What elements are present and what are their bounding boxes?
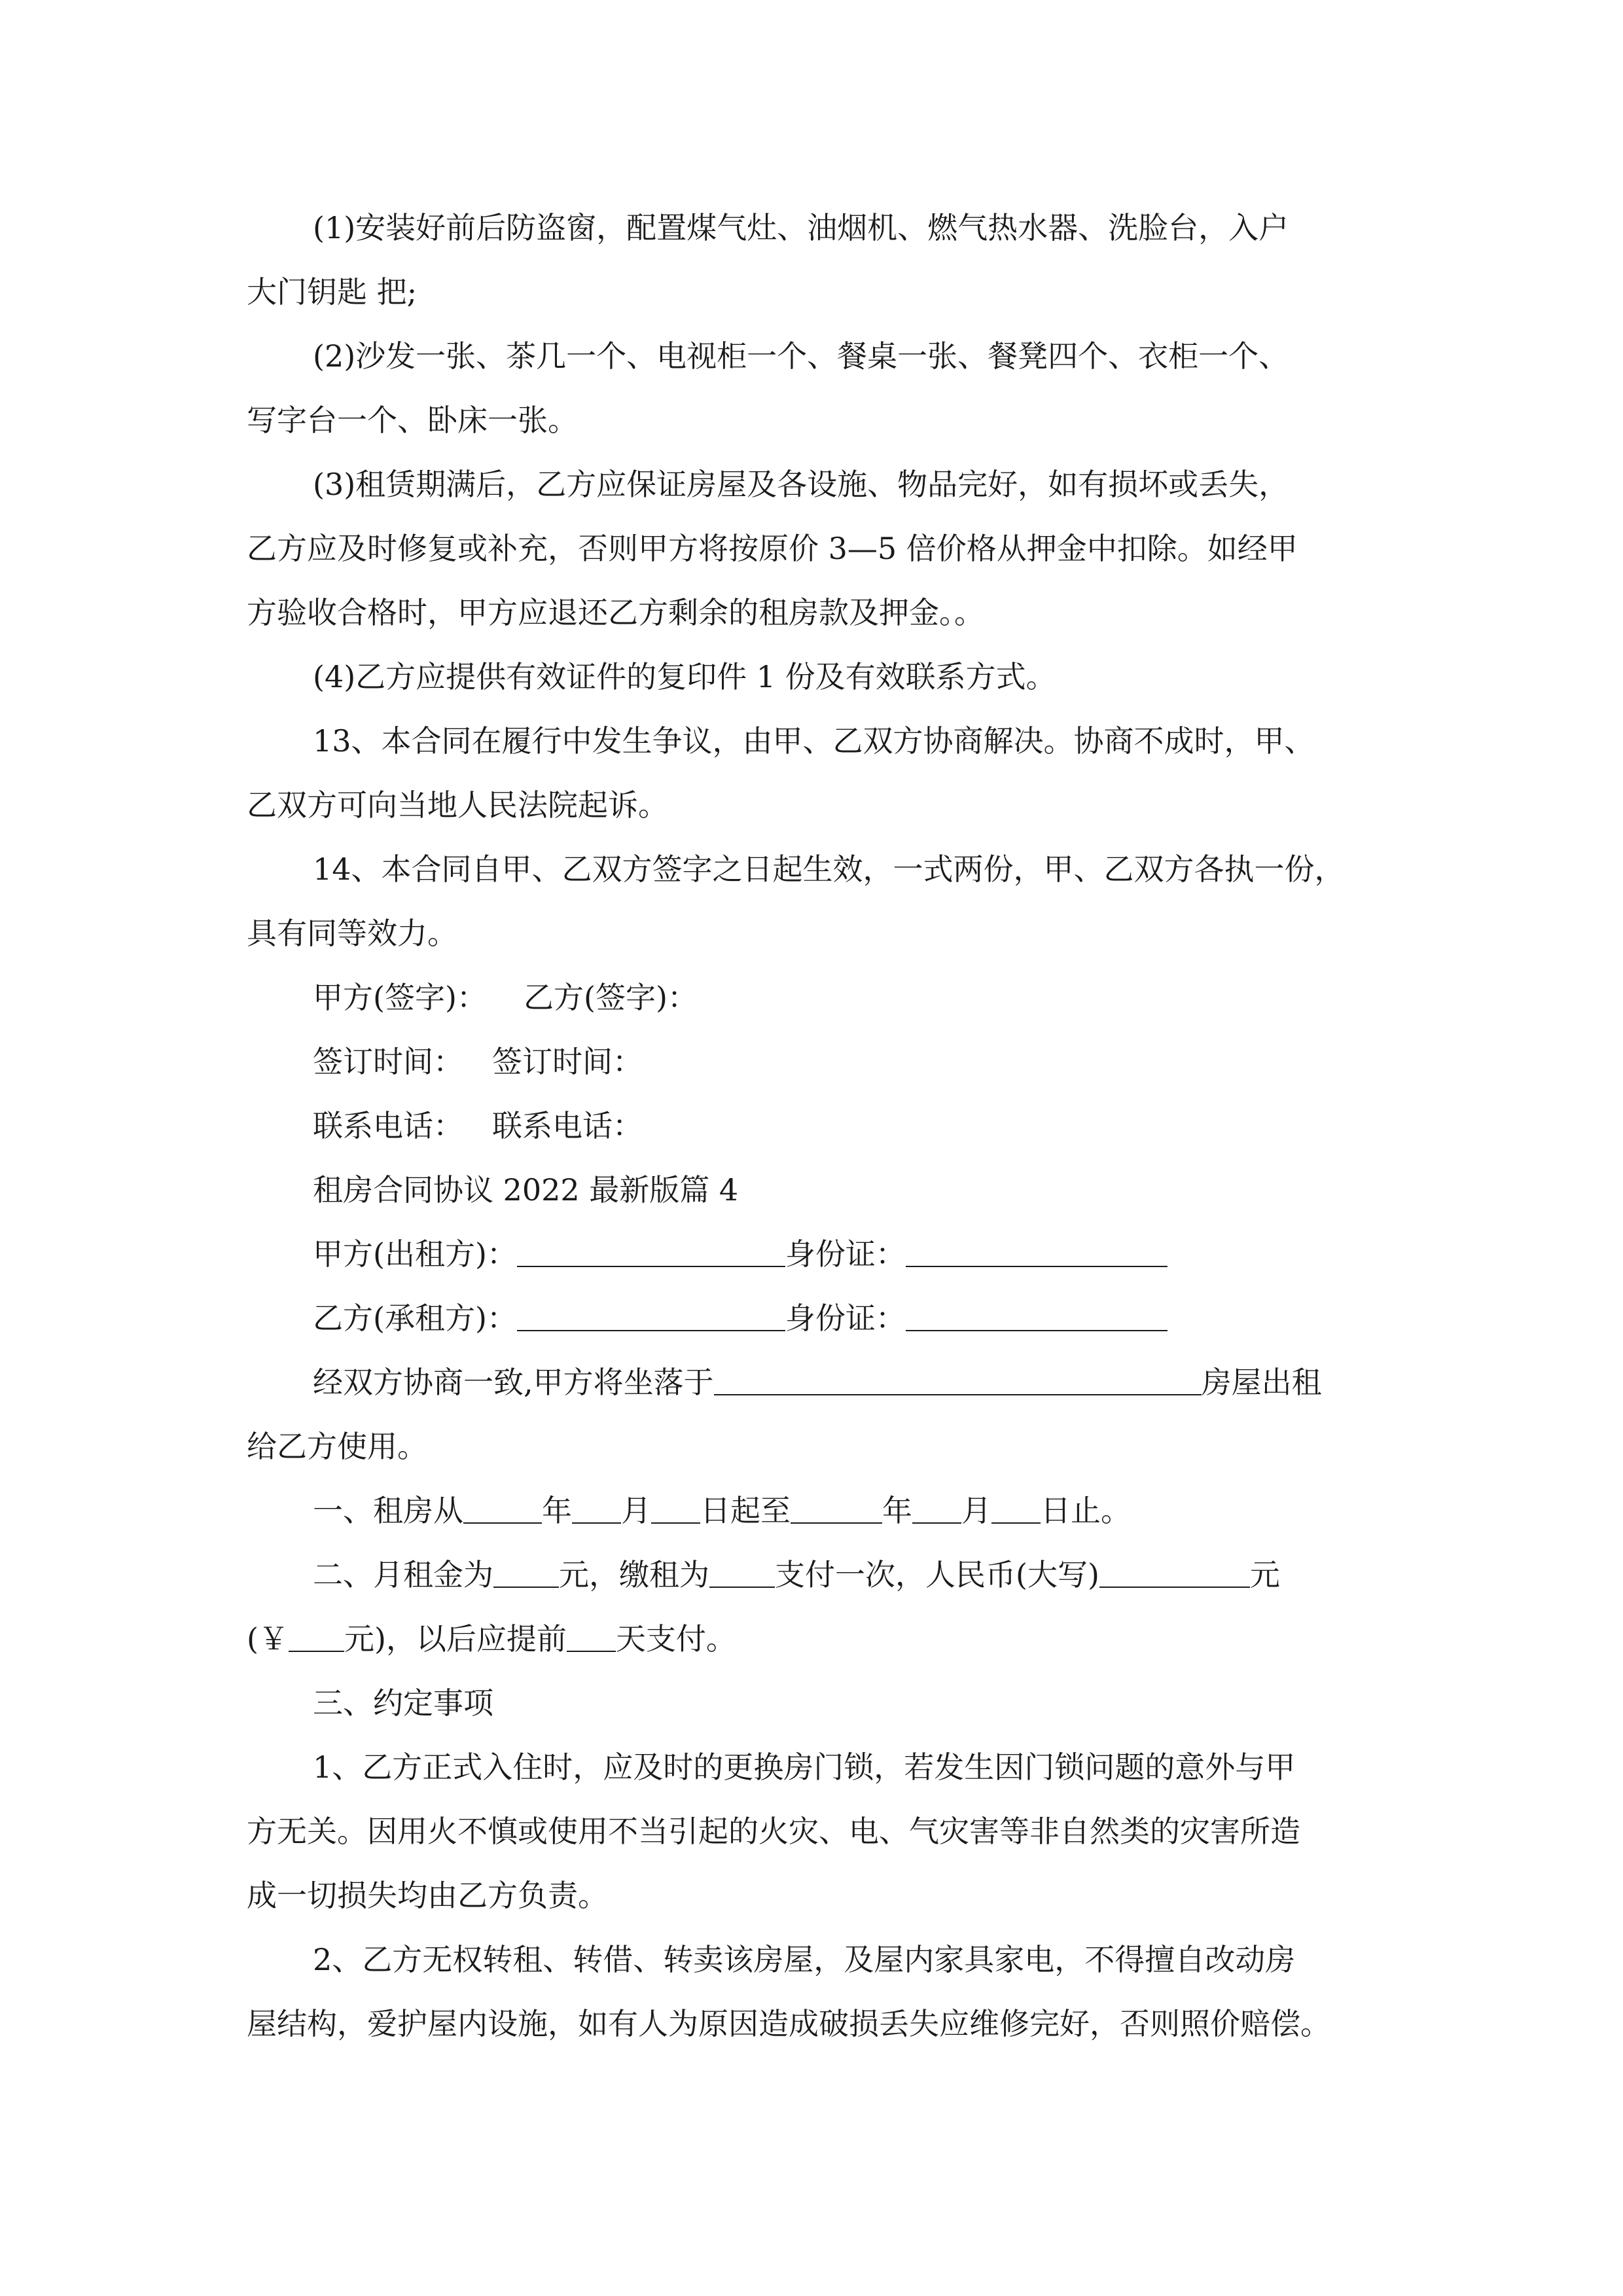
rent-amount-open: (￥ bbox=[247, 1621, 289, 1657]
term-year-label-2: 年 bbox=[882, 1493, 912, 1528]
clause-1-line-1: (1)安装好前后防盗窗，配置煤气灶、油烟机、燃气热水器、洗脸台，入户 bbox=[313, 210, 1289, 245]
rent-line-1 bbox=[313, 1557, 1280, 1592]
term-year-label: 年 bbox=[542, 1493, 572, 1528]
clause-3-line-3: 方验收合格时，甲方应退还乙方剩余的租房款及押金。。 bbox=[247, 595, 984, 630]
clause-2-line-2: 写字台一个、卧床一张。 bbox=[247, 403, 578, 438]
rent-line-2 bbox=[247, 1621, 736, 1657]
clause-3-line-2: 乙方应及时修复或补充，否则甲方将按原价 3—5 倍价格从押金中扣除。如经甲 bbox=[247, 531, 1298, 566]
lessee-id-blank bbox=[906, 1304, 1168, 1331]
lessee-line bbox=[313, 1300, 1168, 1336]
advance-days-blank bbox=[567, 1624, 616, 1652]
term-prefix: 一、租房从 bbox=[313, 1493, 463, 1528]
agreement-intro-end: 房屋出租 bbox=[1201, 1365, 1322, 1400]
phone-b: 联系电话： bbox=[492, 1108, 643, 1143]
agreement-intro: 经双方协商一致,甲方将坐落于 bbox=[313, 1365, 714, 1400]
monthly-rent-blank bbox=[493, 1560, 559, 1588]
rent-prefix: 二、月租金为 bbox=[313, 1557, 493, 1592]
lessee-id-label: 身份证： bbox=[785, 1300, 906, 1336]
phone-a: 联系电话： bbox=[313, 1108, 463, 1143]
start-year-blank bbox=[463, 1496, 542, 1524]
agreement-line-2: 给乙方使用。 bbox=[247, 1429, 427, 1464]
signature-party-b: 乙方(签字)： bbox=[524, 980, 698, 1015]
end-month-blank bbox=[912, 1496, 961, 1524]
end-year-blank bbox=[791, 1496, 882, 1524]
clause-1-line-2: 大门钥匙 把; bbox=[247, 274, 418, 310]
lessor-line bbox=[313, 1236, 1168, 1272]
matter-1-line-2: 方无关。因用火不慎或使用不当引起的火灾、电、气灾害等非自然类的灾害所造 bbox=[247, 1814, 1300, 1849]
term-from-label: 日起至 bbox=[700, 1493, 791, 1528]
matters-heading: 三、约定事项 bbox=[313, 1685, 493, 1721]
lessor-label: 甲方(出租方)： bbox=[313, 1236, 517, 1272]
term-month-label: 月 bbox=[621, 1493, 651, 1528]
signature-party-a: 甲方(签字)： bbox=[313, 980, 487, 1015]
term-line bbox=[313, 1493, 1131, 1528]
end-day-blank bbox=[991, 1496, 1041, 1524]
property-location-blank bbox=[714, 1368, 1202, 1395]
rent-yuan-end: 元 bbox=[1249, 1557, 1280, 1592]
start-day-blank bbox=[651, 1496, 700, 1524]
article-14-line-2: 具有同等效力。 bbox=[247, 916, 457, 951]
lessor-id-blank bbox=[906, 1240, 1168, 1267]
rent-advance-label: 元)，以后应提前 bbox=[344, 1621, 567, 1657]
article-13-line-2: 乙双方可向当地人民法院起诉。 bbox=[247, 787, 668, 823]
article-14-line-1: 14、本合同自甲、乙双方签字之日起生效，一式两份，甲、乙双方各执一份， bbox=[313, 852, 1345, 887]
term-to-label: 日止。 bbox=[1041, 1493, 1131, 1528]
start-month-blank bbox=[572, 1496, 621, 1524]
matter-2-line-2: 屋结构，爱护屋内设施，如有人为原因造成破损丢失应维修完好，否则照价赔偿。 bbox=[247, 2006, 1330, 2041]
rent-amount-blank bbox=[289, 1624, 344, 1652]
matter-2-line-1: 2、乙方无权转租、转借、转卖该房屋，及屋内家具家电，不得擅自改动房 bbox=[313, 1942, 1296, 1977]
clause-4-line-1: (4)乙方应提供有效证件的复印件 1 份及有效联系方式。 bbox=[313, 659, 1056, 694]
article-13-line-1: 13、本合同在履行中发生争议，由甲、乙双方协商解决。协商不成时，甲、 bbox=[313, 723, 1315, 759]
rent-uppercase-blank bbox=[1099, 1560, 1250, 1588]
agreement-line-1 bbox=[313, 1365, 1322, 1400]
rent-days-label: 天支付。 bbox=[615, 1621, 736, 1657]
rent-yuan-label: 元，缴租为 bbox=[559, 1557, 709, 1592]
lessee-label: 乙方(承租方)： bbox=[313, 1300, 517, 1336]
lessor-name-blank bbox=[517, 1240, 785, 1267]
matter-1-line-3: 成一切损失均由乙方负责。 bbox=[247, 1878, 608, 1913]
clause-2-line-1: (2)沙发一张、茶几一个、电视柜一个、餐桌一张、餐凳四个、衣柜一个、 bbox=[313, 338, 1289, 374]
clause-3-line-1: (3)租赁期满后，乙方应保证房屋及各设施、物品完好，如有损坏或丢失， bbox=[313, 467, 1289, 502]
payment-period-blank bbox=[709, 1560, 775, 1588]
matter-1-line-1: 1、乙方正式入住时，应及时的更换房门锁，若发生因门锁问题的意外与甲 bbox=[313, 1749, 1296, 1785]
section-title: 租房合同协议 2022 最新版篇 4 bbox=[313, 1172, 739, 1208]
sign-date-a: 签订时间： bbox=[313, 1044, 463, 1079]
rent-pay-once: 支付一次，人民币(大写) bbox=[775, 1557, 1099, 1592]
sign-date-b: 签订时间： bbox=[492, 1044, 643, 1079]
lessee-name-blank bbox=[517, 1304, 785, 1331]
lessor-id-label: 身份证： bbox=[785, 1236, 906, 1272]
term-month-label-2: 月 bbox=[961, 1493, 991, 1528]
